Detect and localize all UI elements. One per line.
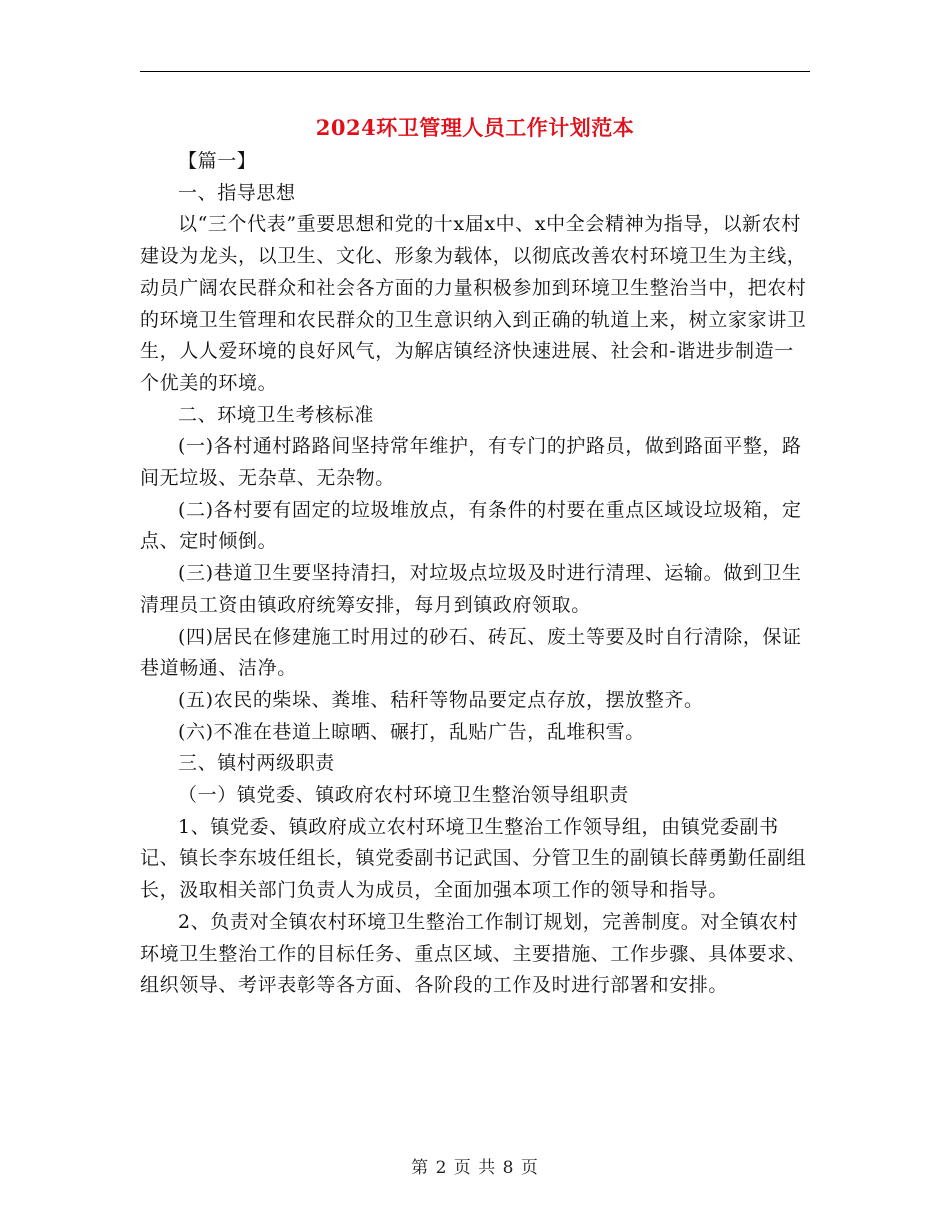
document-body (140, 146, 830, 1002)
heading-standards: 二、环境卫生考核标准 (178, 403, 375, 426)
header-rule (140, 71, 810, 72)
document-title: 2024环卫管理人员工作计划范本 (315, 115, 635, 140)
responsibility-item-1: 1、镇党委、镇政府成立农村环境卫生整治工作领导组，由镇党委副书记、镇长李东坡任组长，镇党委副书记武国、分管卫生的副镇长薛勇勤任副组长，汲取相关部门负责人为成员，全面加强本项工作的领导和指导。 (140, 815, 807, 902)
subheading-leadership-group: （一）镇党委、镇政府农村环境卫生整治领导组职责 (178, 784, 629, 807)
heading-responsibilities: 三、镇村两级职责 (178, 752, 335, 775)
standard-item-3: (三)巷道卫生要坚持清扫，对垃圾点垃圾及时进行清理、运输。做到卫生清理员工资由镇政府统筹安排，每月到镇政府领取。 (140, 562, 802, 616)
heading-guiding-ideology: 一、指导思想 (178, 181, 296, 204)
standard-item-4: (四)居民在修建施工时用过的砂石、砖瓦、废土等要及时自行清除，保证巷道畅通、洁净。 (140, 625, 802, 680)
paragraph-guiding-ideology: 以“三个代表”重要思想和党的十x届x中、x中全会精神为指导，以新农村建设为龙头，以卫生、文化、形象为载体，以彻底改善农村环境卫生为主线，动员广阔农民群众和社会各方面的力量积极参加到环境卫生整治当中，把农村的环境卫生管理和农民群众的卫生意识纳入到正确的轨道上来，树立家家讲卫生，人人爱环境的良好风气，为解店镇经济快速进展、社会和-谐进步制造一个优美的环境。 (140, 213, 807, 394)
section-marker: 【篇一】 (178, 150, 257, 172)
standard-item-6: (六)不准在巷道上晾晒、碾打，乱贴广告，乱堆积雪。 (178, 720, 645, 743)
standard-item-2: (二)各村要有固定的垃圾堆放点，有条件的村要在重点区域设垃圾箱，定点、定时倾倒。 (140, 498, 802, 553)
responsibility-item-2: 2、负责对全镇农村环境卫生整治工作制订规划，完善制度。对全镇农村环境卫生整治工作的目标任务、重点区域、主要措施、工作步骤、具体要求、组织领导、考评表彰等各方面、各阶段的工作及时进行部署和安排。 (140, 910, 807, 997)
standard-item-5: (五)农民的柴垛、粪堆、秸秆等物品要定点存放，摆放整齐。 (178, 688, 704, 711)
standard-item-1: (一)各村通村路路间坚持常年维护，有专门的护路员，做到路面平整，路间无垃圾、无杂草、无杂物。 (140, 435, 802, 490)
page-number: 第 2 页 共 8 页 (411, 1158, 539, 1178)
